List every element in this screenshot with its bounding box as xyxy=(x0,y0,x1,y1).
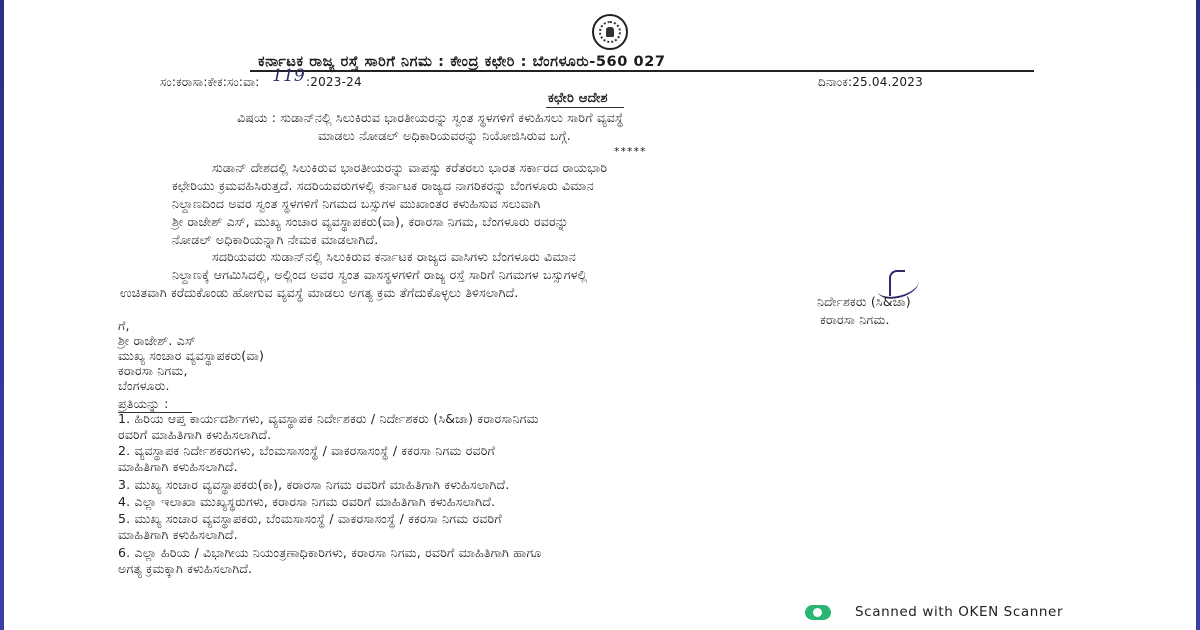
copies-label: ಪ್ರತಿಯನ್ನು : xyxy=(118,396,169,411)
signatory-organisation: ಕರಾರಸಾ ನಿಗಮ. xyxy=(820,312,890,327)
reference-year: :2023-24 xyxy=(306,75,362,89)
addressee-designation: ಮುಖ್ಯ ಸಂಚಾರ ವ್ಯವಸ್ಥಾಪಕರು(ವಾ) xyxy=(118,348,265,363)
copy-item-5-cont: ಮಾಹಿತಿಗಾಗಿ ಕಳುಹಿಸಲಾಗಿದೆ. xyxy=(118,527,238,542)
para2-line-1: ಸದರಿಯವರು ಸುಡಾನ್‌ನಲ್ಲಿ ಸಿಲುಕಿರುವ ಕರ್ನಾಟಕ ರಾಜ್ಯದ ವಾಸಿಗಳು ಬೆಂಗಳೂರು ವಿಮಾನ xyxy=(212,249,576,264)
order-date: ದಿನಾಂಕ:25.04.2023 xyxy=(818,75,923,89)
letterhead-rule xyxy=(250,70,1034,72)
scan-edge-right xyxy=(1196,0,1200,630)
office-order-underline xyxy=(546,107,624,108)
copy-item-2: 2. ವ್ಯವಸ್ಥಾಪಕ ನಿರ್ದೇಶಕರುಗಳು, ಬೆಂಮಸಾಸಂಸ್ಥೆ / ವಾಕರಸಾಸಂಸ್ಥೆ / ಕಕರಸಾ ನಿಗಮ ರವರಿಗೆ xyxy=(118,443,495,458)
reference-number-handwritten: 119 xyxy=(272,66,306,86)
addressee-org: ಕರಾರಸಾ ನಿಗಮ, xyxy=(118,363,188,378)
signatory-designation: ನಿರ್ದೇಶಕರು (ಸಿ&ಜಾ) xyxy=(817,294,911,309)
subject-line-2: ಮಾಡಲು ನೋಡಲ್ ಅಧಿಕಾರಿಯವರನ್ನು ನಿಯೋಜಿಸಿರುವ ಬಗ್ಗೆ. xyxy=(318,128,571,143)
reference-prefix: ಸಂ:ಕರಾಸಾ:ಕೇಕ:ಸಂ:ವಾ: xyxy=(160,75,260,89)
para1-line-4: ಶ್ರೀ ರಾಜೇಶ್ ಎಸ್, ಮುಖ್ಯ ಸಂಚಾರ ವ್ಯವಸ್ಥಾಪಕರು(ವಾ), ಕರಾರಸಾ ನಿಗಮ, ಬೆಂಗಳೂರು ರವರನ್ನು xyxy=(172,214,569,229)
scanner-watermark xyxy=(805,604,1063,620)
copy-item-2-cont: ಮಾಹಿತಿಗಾಗಿ ಕಳುಹಿಸಲಾಗಿದೆ. xyxy=(118,459,238,474)
copy-item-6-cont: ಅಗತ್ಯ ಕ್ರಮಕ್ಕಾಗಿ ಕಳುಹಿಸಲಾಗಿದೆ. xyxy=(118,561,253,576)
copy-item-3: 3. ಮುಖ್ಯ ಸಂಚಾರ ವ್ಯವಸ್ಥಾಪಕರು(ಕಾ), ಕರಾರಸಾ ನಿಗಮ ರವರಿಗೆ ಮಾಹಿತಿಗಾಗಿ ಕಳುಹಿಸಲಾಗಿದೆ. xyxy=(118,477,510,492)
letterhead-title: ಕರ್ನಾಟಕ ರಾಜ್ಯ ರಸ್ತೆ ಸಾರಿಗೆ ನಿಗಮ : ಕೇಂದ್ರ ಕಛೇರಿ : ಬೆಂಗಳೂರು-560 027 xyxy=(258,54,666,70)
subject-line-1: ವಿಷಯ : ಸುಡಾನ್‌ನಲ್ಲಿ ಸಿಲುಕಿರುವ ಭಾರತೀಯರನ್ನು ಸ್ವಂತ ಸ್ಥಳಗಳಿಗೆ ಕಳುಹಿಸಲು ಸಾರಿಗೆ ವ್ಯವಸ್ಥೆ xyxy=(237,110,624,125)
para2-line-3: ಉಚಿತವಾಗಿ ಕರೆದುಕೊಂಡು ಹೋಗುವ ವ್ಯವಸ್ಥೆ ಮಾಡಲು ಅಗತ್ಯ ಕ್ರಮ ತೆಗೆದುಕೊಳ್ಳಲು ತಿಳಿಸಲಾಗಿದೆ. xyxy=(120,285,519,300)
scan-edge-left xyxy=(0,0,4,630)
addressee-name: ಶ್ರೀ ರಾಜೇಶ್. ಎಸ್ xyxy=(118,333,196,348)
oken-scanner-logo-icon xyxy=(805,605,831,620)
addressee-city: ಬೆಂಗಳೂರು. xyxy=(118,378,170,393)
para1-line-5: ನೋಡಲ್ ಅಧಿಕಾರಿಯನ್ನಾಗಿ ನೇಮಕ ಮಾಡಲಾಗಿದೆ. xyxy=(172,232,379,247)
copy-item-4: 4. ಎಲ್ಲಾ ಇಲಾಖಾ ಮುಖ್ಯಸ್ಥರುಗಳು, ಕರಾರಸಾ ನಿಗಮ ರವರಿಗೆ ಮಾಹಿತಿಗಾಗಿ ಕಳುಹಿಸಲಾಗಿದೆ. xyxy=(118,494,496,509)
para1-line-2: ಕಛೇರಿಯು ಕ್ರಮವಹಿಸಿರುತ್ತದೆ. ಸದರಿಯವರುಗಳಲ್ಲಿ ಕರ್ನಾಟಕ ರಾಜ್ಯದ ನಾಗರಿಕರನ್ನು ಬೆಂಗಳೂರು ವಿಮಾನ xyxy=(172,178,594,193)
copy-item-6: 6. ಎಲ್ಲಾ ಹಿರಿಯ / ವಿಭಾಗೀಯ ನಿಯಂತ್ರಣಾಧಿಕಾರಿಗಳು, ಕರಾರಸಾ ನಿಗಮ, ರವರಿಗೆ ಮಾಹಿತಿಗಾಗಿ ಹಾಗೂ xyxy=(118,545,542,560)
separator-stars: ***** xyxy=(614,145,647,158)
office-order-heading: ಕಛೇರಿ ಆದೇಶ xyxy=(548,91,608,106)
addressee-to: ಗೆ, xyxy=(118,318,130,333)
corporation-emblem-icon xyxy=(592,14,628,50)
copy-item-1: 1. ಹಿರಿಯ ಆಪ್ತ ಕಾರ್ಯದರ್ಶಿಗಳು, ವ್ಯವಸ್ಥಾಪಕ ನಿರ್ದೇಶಕರು / ನಿರ್ದೇಶಕರು (ಸಿ&ಜಾ) ಕರಾರಸಾನಿಗಮ xyxy=(118,411,539,426)
copy-item-1-cont: ರವರಿಗೆ ಮಾಹಿತಿಗಾಗಿ ಕಳುಹಿಸಲಾಗಿದೆ. xyxy=(118,427,272,442)
para2-line-2: ನಿಲ್ದಾಣಕ್ಕೆ ಆಗಮಿಸಿದಲ್ಲಿ, ಅಲ್ಲಿಂದ ಅವರ ಸ್ವಂತ ವಾಸಸ್ಥಳಗಳಿಗೆ ರಾಜ್ಯ ರಸ್ತೆ ಸಾರಿಗೆ ನಿಗಮಗಳ ಬಸ್ಸುಗಳಲ್ಲಿ xyxy=(172,267,588,282)
copy-item-5: 5. ಮುಖ್ಯ ಸಂಚಾರ ವ್ಯವಸ್ಥಾಪಕರು, ಬೆಂಮಸಾಸಂಸ್ಥೆ / ವಾಕರಸಾಸಂಸ್ಥೆ / ಕಕರಸಾ ನಿಗಮ ರವರಿಗೆ xyxy=(118,511,502,526)
para1-line-1: ಸುಡಾನ್ ದೇಶದಲ್ಲಿ ಸಿಲುಕಿರುವ ಭಾರತೀಯರನ್ನು ವಾಪಸ್ಸು ಕರೆತರಲು ಭಾರತ ಸರ್ಕಾರದ ರಾಯಭಾರಿ xyxy=(212,160,608,175)
para1-line-3: ನಿಲ್ದಾಣದಿಂದ ಅವರ ಸ್ವಂತ ಸ್ಥಳಗಳಿಗೆ ನಿಗಮದ ಬಸ್ಸುಗಳ ಮುಖಾಂತರ ಕಳುಹಿಸುವ ಸಲುವಾಗಿ xyxy=(172,196,541,211)
scanner-watermark-text: Scanned with OKEN Scanner xyxy=(855,604,1064,620)
